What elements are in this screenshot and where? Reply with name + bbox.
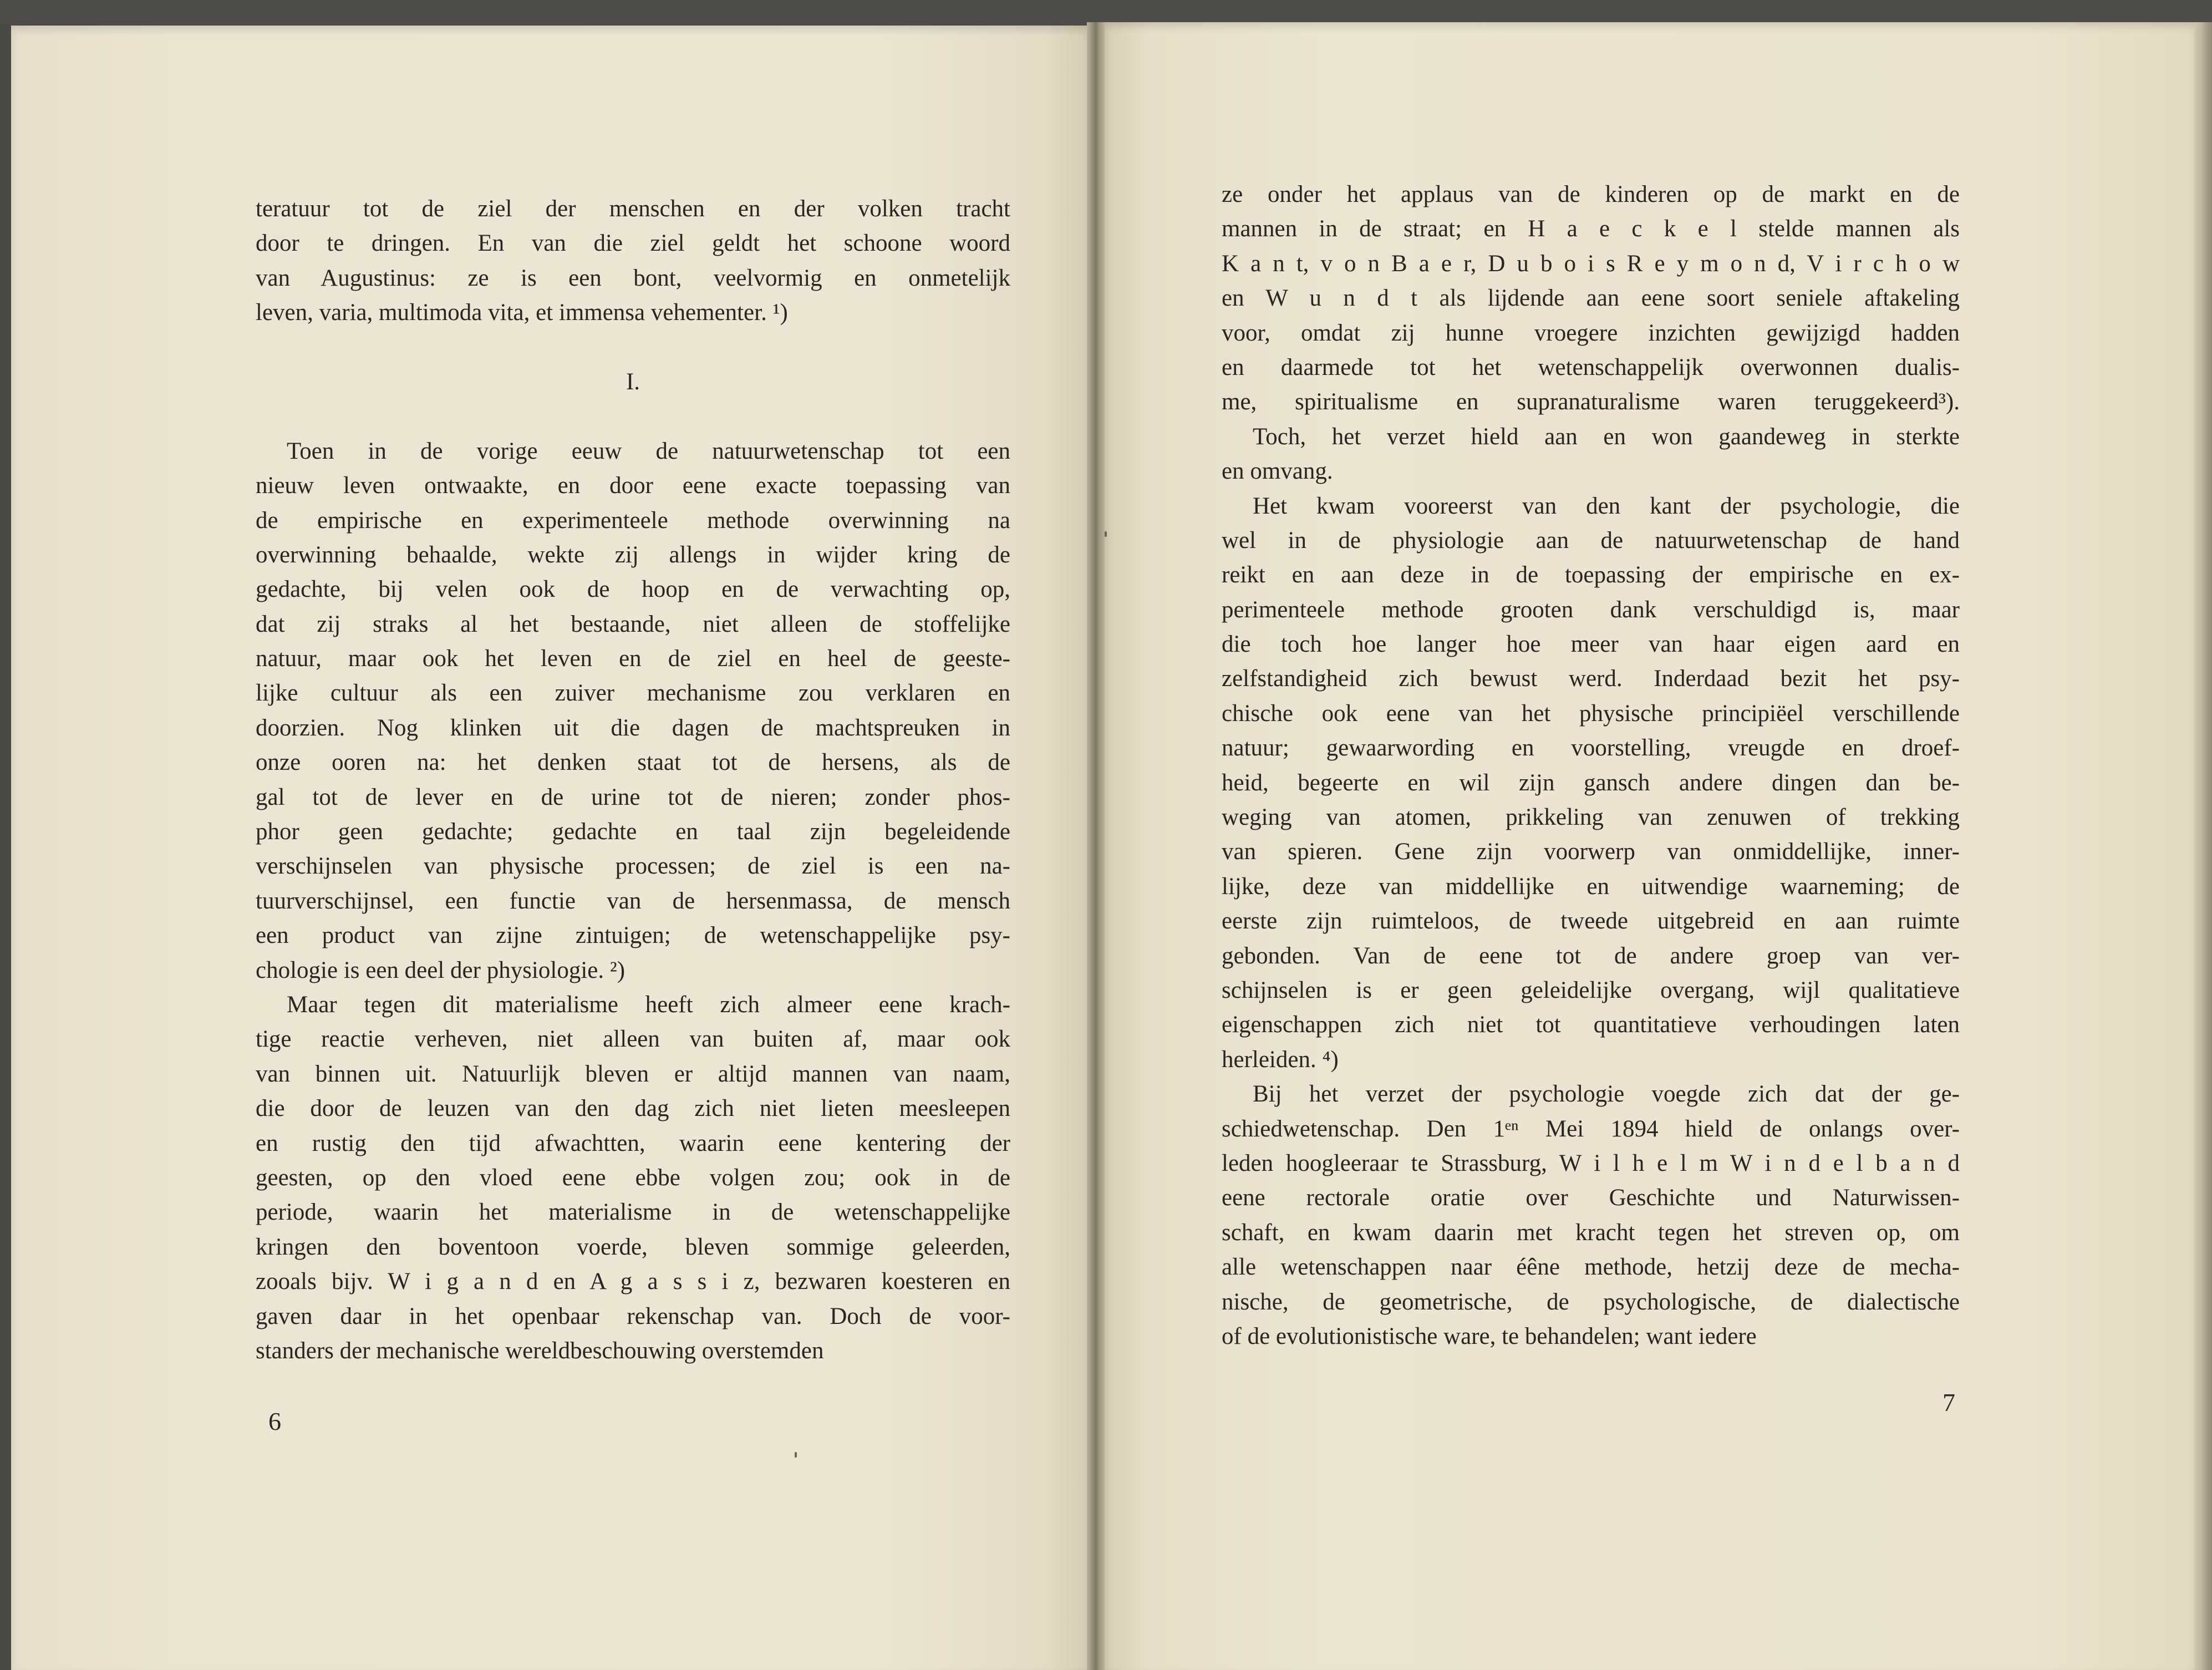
text-line: en omvang.	[1222, 458, 1333, 485]
page-number-left: 6	[268, 1407, 281, 1435]
text-line: lijke, deze van middellijke en uitwendige waarneming; de	[1222, 873, 1960, 900]
text-line: eerste zijn ruimteloos, de tweede uitgebreid en aan ruimte	[1222, 908, 1960, 935]
right-page	[1105, 22, 2195, 1670]
text-line: phor geen gedachte; gedachte en taal zijn begeleidende	[256, 819, 1010, 845]
text-line: geesten, op den vloed eene ebbe volgen zou; ook in de	[256, 1164, 1010, 1191]
text-line: natuur; gewaarwording en voorstelling, vreugde en droef-	[1222, 735, 1960, 762]
text-line: eigenschappen zich niet tot quantitatieve verhoudingen laten	[1222, 1012, 1960, 1038]
text-line: wel in de physiologie aan de natuurwetenschap de hand	[1222, 527, 1960, 554]
book-gutter	[1087, 22, 1107, 1670]
text-line: de empirische en experimenteele methode overwinning na	[256, 507, 1010, 534]
text-line: schiedwetenschap. Den 1ᵉⁿ Mei 1894 hield de onlangs over-	[1222, 1115, 1960, 1142]
blank-line	[256, 331, 1010, 365]
text-line: herleiden. ⁴)	[1222, 1046, 1339, 1073]
text-line: standers der mechanische wereldbeschouwing overstemden	[256, 1337, 824, 1364]
right-page-text	[1222, 177, 1960, 1354]
text-line: reikt en aan deze in de toepassing der empirische en ex-	[1222, 562, 1960, 588]
text-line: Maar tegen dit materialisme heeft zich almeer eene krach-	[287, 991, 1010, 1018]
text-line: ze onder het applaus van de kinderen op de markt en de	[1222, 181, 1960, 207]
text-line: door te dringen. En van die ziel geldt het schoone woord	[256, 230, 1010, 257]
text-line: tuurverschijnsel, een functie van de hersenmassa, de mensch	[256, 887, 1010, 914]
text-line: chische ook eene van het physische principiëel verschillende	[1222, 700, 1960, 727]
text-line: of de evolutionistische ware, te behandelen; want iedere	[1222, 1323, 1757, 1349]
text-line: K a n t, v o n B a e r, D u b o i s R e y m o n d, V i r c h o w	[1222, 250, 1960, 277]
blank-line	[256, 399, 1010, 434]
text-line: zelfstandigheid zich bewust werd. Inderdaad bezit het psy-	[1222, 666, 1960, 692]
text-line: lijke cultuur als een zuiver mechanisme zou verklaren en	[256, 680, 1010, 707]
text-line: schijnselen is er geen geleidelijke overgang, wijl qualitatieve	[1222, 977, 1960, 1003]
text-line: periode, waarin het materialisme in de wetenschappelijke	[256, 1199, 1010, 1226]
text-line: natuur, maar ook het leven en de ziel en heel de geeste-	[256, 646, 1010, 672]
text-line: en rustig den tijd afwachtten, waarin eene kentering der	[256, 1130, 1010, 1156]
text-line: van Augustinus: ze is een bont, veelvormig en onmetelijk	[256, 265, 1010, 291]
text-line: van spieren. Gene zijn voorwerp van onmiddellijke, inner-	[1222, 839, 1960, 865]
text-line: chologie is een deel der physiologie. ²)	[256, 957, 626, 983]
text-line: alle wetenschappen naar éêne methode, hetzij deze de mecha-	[1222, 1254, 1960, 1281]
text-line: en W u n d t als lijdende aan eene soort seniele aftakeling	[1222, 285, 1960, 312]
text-line: nische, de geometrische, de psychologische, de dialectische	[1222, 1288, 1960, 1315]
text-line: me, spiritualisme en supranaturalisme waren teruggekeerd³).	[1222, 389, 1960, 415]
text-line: gal tot de lever en de urine tot de nieren; zonder phos-	[256, 784, 1010, 810]
text-line: perimenteele methode grooten dank verschuldigd is, maar	[1222, 596, 1960, 623]
text-line: van binnen uit. Natuurlijk bleven er altijd mannen van naam,	[256, 1060, 1010, 1087]
text-line: verschijnselen van physische processen; de ziel is een na-	[256, 853, 1010, 880]
text-line: leven, varia, multimoda vita, et immensa vehementer. ¹)	[256, 300, 788, 326]
text-line: en daarmede tot het wetenschappelijk overwonnen dualis-	[1222, 354, 1960, 380]
left-page	[11, 26, 1090, 1670]
text-line: doorzien. Nog klinken uit die dagen de machtspreuken in	[256, 714, 1010, 741]
text-line: schaft, en kwam daarin met kracht tegen het streven op, om	[1222, 1219, 1960, 1246]
text-line: gebonden. Van de eene tot de andere groep van ver-	[1222, 942, 1960, 969]
text-line: die toch hoe langer hoe meer van haar eigen aard en	[1222, 631, 1960, 658]
text-line: die door de leuzen van den dag zich niet lieten meesleepen	[256, 1095, 1010, 1122]
text-line: heid, begeerte en wil zijn gansch andere dingen dan be-	[1222, 769, 1960, 796]
text-line: teratuur tot de ziel der menschen en der volken tracht	[256, 196, 1010, 222]
text-line: Toen in de vorige eeuw de natuurwetenschap tot een	[287, 438, 1010, 464]
text-line: gaven daar in het openbaar rekenschap van. Doch de voor-	[256, 1303, 1010, 1329]
page-number-right: 7	[1943, 1388, 1955, 1417]
text-line: Toch, het verzet hield aan en won gaandeweg in sterkte	[1253, 423, 1960, 450]
text-line: kringen den boventoon voerde, bleven sommige geleerden,	[256, 1234, 1010, 1260]
text-line: zooals bijv. W i g a n d en A g a s s i z, bezwaren koesteren en	[256, 1268, 1010, 1295]
text-line: dat zij straks al het bestaande, niet alleen de stoffelijke	[256, 611, 1010, 637]
text-line: Het kwam vooreerst van den kant der psychologie, die	[1253, 493, 1960, 519]
text-line: I.	[626, 368, 640, 395]
text-line: mannen in de straat; en H a e c k e l stelde mannen als	[1222, 216, 1960, 242]
text-line: voor, omdat zij hunne vroegere inzichten gewijzigd hadden	[1222, 319, 1960, 346]
text-line: tige reactie verheven, niet alleen van buiten af, maar ook	[256, 1026, 1010, 1053]
text-line: weging van atomen, prikkeling van zenuwen of trekking	[1222, 804, 1960, 831]
left-page-text	[256, 192, 1010, 1368]
text-line: leden hoogleeraar te Strassburg, W i l h e l m W i n d e l b a n d	[1222, 1150, 1960, 1176]
scan-background	[0, 0, 2212, 24]
page-edge	[2195, 22, 2212, 1670]
paper-speck	[1105, 531, 1107, 537]
paper-speck	[795, 1452, 797, 1458]
text-line: overwinning behaalde, wekte zij allengs in wijder kring de	[256, 541, 1010, 568]
text-line: een product van zijne zintuigen; de wetenschappelijke psy-	[256, 922, 1010, 949]
text-line: nieuw leven ontwaakte, en door eene exacte toepassing van	[256, 473, 1010, 499]
text-line: gedachte, bij velen ook de hoop en de verwachting op,	[256, 576, 1010, 603]
text-line: onze ooren na: het denken staat tot de hersens, als de	[256, 749, 1010, 776]
text-line: Bij het verzet der psychologie voegde zich dat der ge-	[1253, 1081, 1960, 1108]
text-line: eene rectorale oratie over Geschichte und Naturwissen-	[1222, 1185, 1960, 1211]
